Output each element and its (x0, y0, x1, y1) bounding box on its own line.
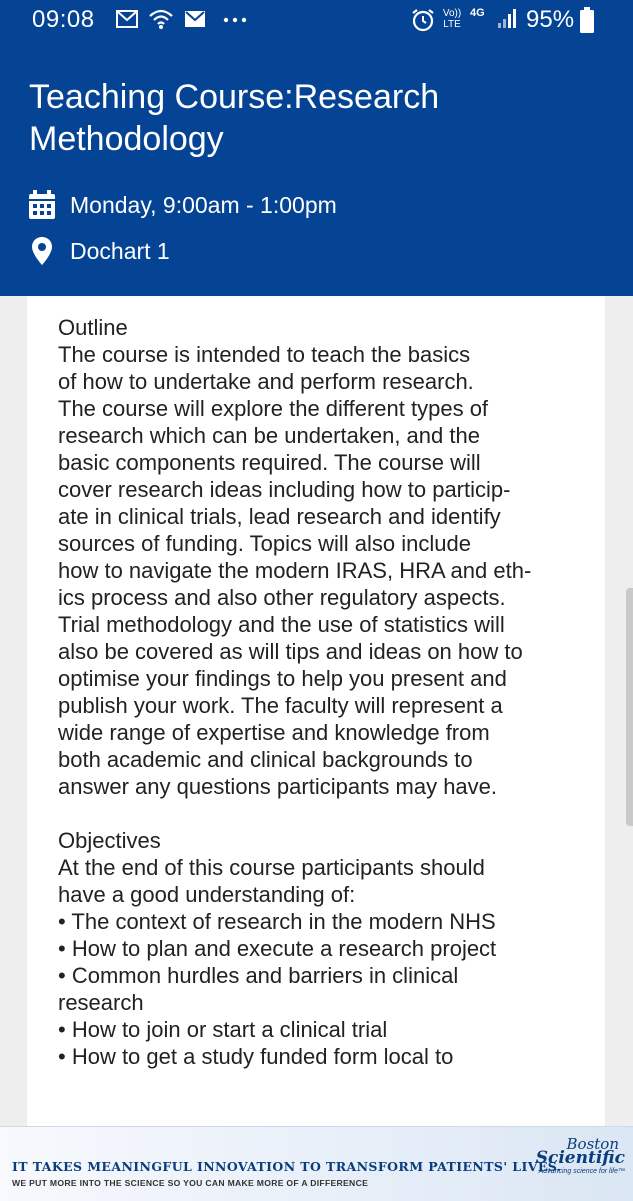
logo-tagline: Advancing science for life™ (538, 1168, 625, 1175)
description-card[interactable] (27, 296, 605, 1126)
boston-scientific-logo (533, 1135, 629, 1179)
location-pin-icon (28, 235, 56, 267)
event-location-row (28, 234, 170, 268)
outline-line: basic components required. The course will (58, 450, 481, 475)
event-title: Teaching Course:Research Methodology (29, 78, 440, 158)
objectives-line: have a good understanding of: (58, 882, 356, 907)
objectives-line: • How to plan and execute a research project (58, 936, 497, 961)
objectives-line: • How to get a study funded form local to (58, 1044, 454, 1069)
outline-line: sources of funding. Topics will also include (58, 531, 471, 556)
section-spacer (58, 800, 592, 827)
battery-icon (580, 7, 594, 38)
outline-line: publish your work. The faculty will represent a (58, 693, 503, 718)
mail-icon (184, 8, 206, 35)
objectives-line: • Common hurdles and barriers in clinical (58, 963, 459, 988)
more-icon (222, 10, 248, 31)
objectives-heading: Objectives (58, 828, 161, 853)
outline-line: cover research ideas including how to particip- (58, 477, 511, 502)
outline-line: optimise your findings to help you present and (58, 666, 507, 691)
outline-line: ics process and also other regulatory aspects. (58, 585, 506, 610)
outline-line: The course will explore the different types of (58, 396, 489, 421)
outline-line: Trial methodology and the use of statistics will (58, 612, 505, 637)
event-location: Dochart 1 (70, 237, 170, 264)
volte-label: Vo)) LTE (442, 8, 462, 30)
ad-banner[interactable] (0, 1126, 633, 1201)
outline-line: both academic and clinical backgrounds to (58, 747, 473, 772)
outline-line: ate in clinical trials, lead research and identify (58, 504, 501, 529)
outline-line: wide range of expertise and knowledge from (58, 720, 490, 745)
outline-heading: Outline (58, 315, 128, 340)
outline-line: The course is intended to teach the basics (58, 342, 471, 367)
logo-line-1: Boston (566, 1135, 619, 1153)
network-type-label: 4G (470, 7, 485, 19)
ad-subline: WE PUT MORE INTO THE SCIENCE SO YOU CAN MAKE MORE OF A DIFFERENCE (12, 1178, 369, 1188)
outline-line: also be covered as will tips and ideas on how to (58, 639, 523, 664)
mail-icon (116, 8, 138, 35)
scrollbar-thumb[interactable] (626, 588, 633, 826)
ad-headline: IT TAKES MEANINGFUL INNOVATION TO TRANSFORM PATIENTS' LIVES. (12, 1159, 562, 1174)
objectives-line: • How to join or start a clinical trial (58, 1017, 388, 1042)
event-header (0, 42, 633, 296)
objectives-line: At the end of this course participants should (58, 855, 485, 880)
logo-line-2: Scientific (535, 1148, 625, 1168)
objectives-line: research (58, 990, 144, 1015)
wifi-icon (148, 8, 174, 35)
outline-line: research which can be undertaken, and the (58, 423, 480, 448)
objectives-line: • The context of research in the modern NHS (58, 909, 496, 934)
event-time: Monday, 9:00am - 1:00pm (70, 191, 337, 218)
outline-line: of how to undertake and perform research. (58, 369, 474, 394)
calendar-icon (28, 189, 56, 221)
alarm-icon (410, 8, 436, 37)
outline-line: how to navigate the modern IRAS, HRA and eth- (58, 558, 532, 583)
status-time: 09:08 (32, 6, 95, 33)
status-bar (0, 0, 633, 42)
signal-icon (496, 8, 518, 35)
battery-percent: 95% (526, 6, 575, 33)
description-body (58, 314, 592, 1070)
event-time-row (28, 188, 337, 222)
outline-line: answer any questions participants may have. (58, 774, 498, 799)
